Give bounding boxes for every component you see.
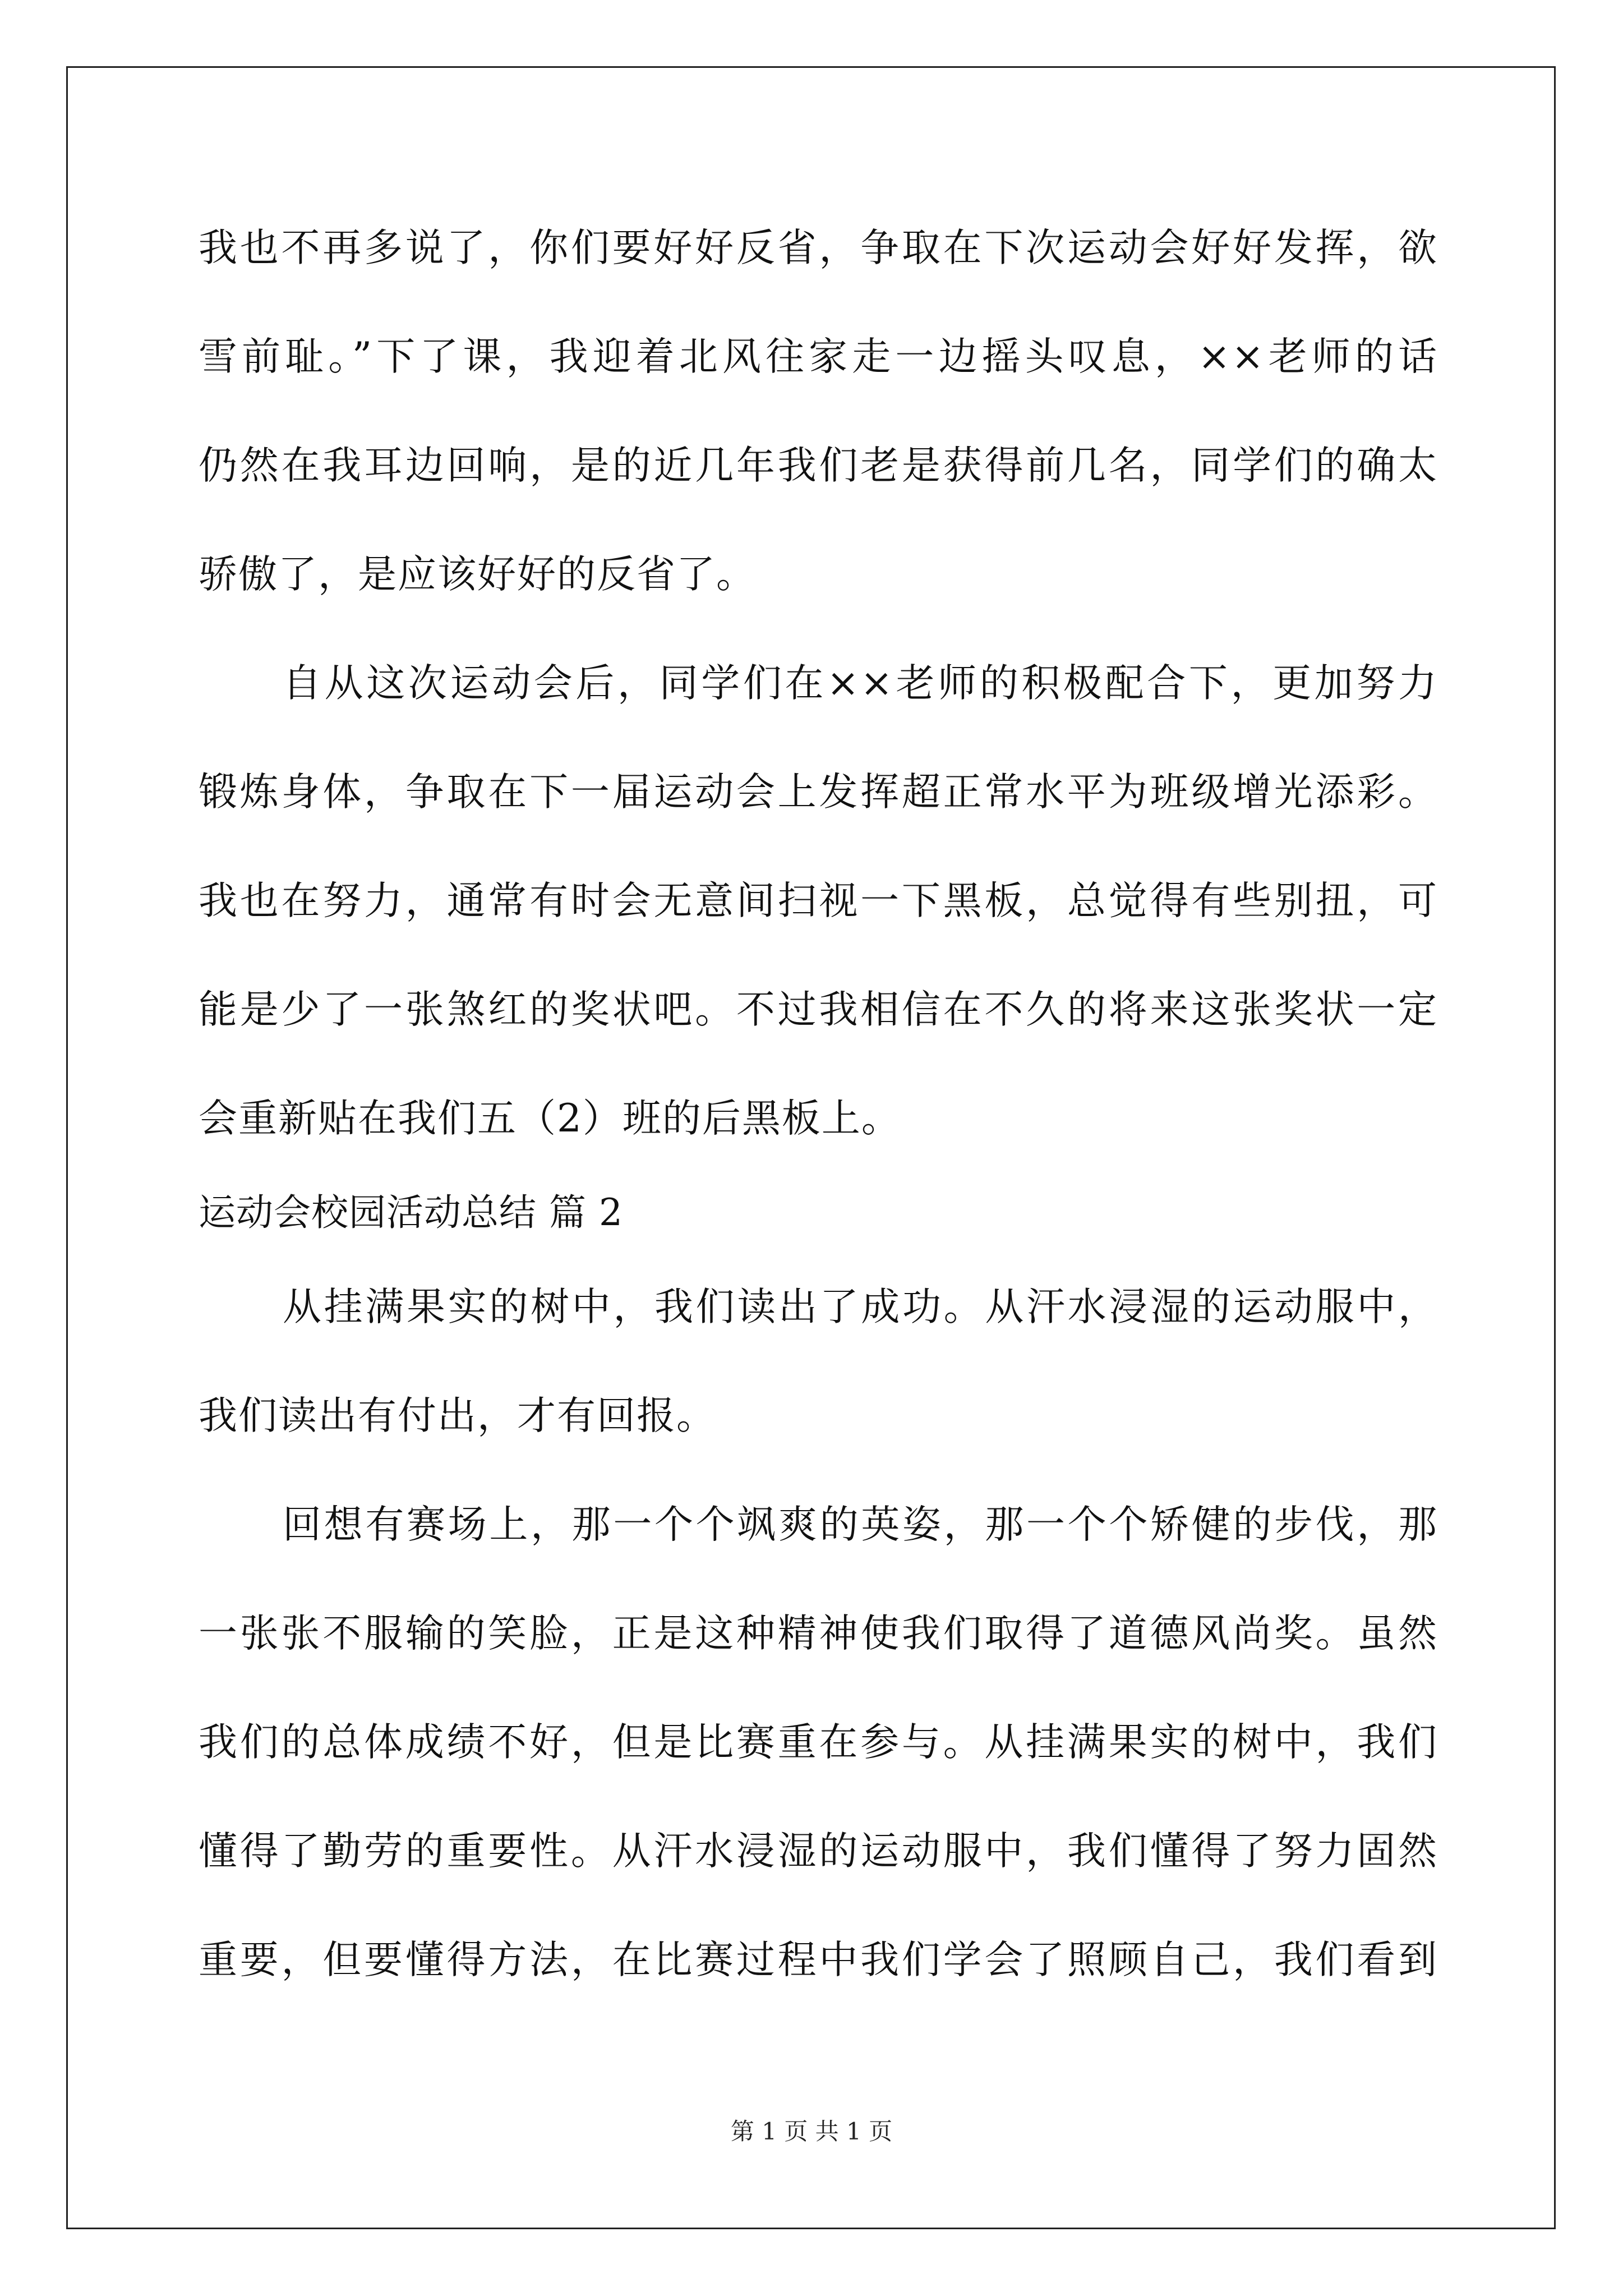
body-line-12: 我们读出有付出，才有回报。: [199, 1393, 716, 1438]
body-line-1: 我也不再多说了，你们要好好反省，争取在下次运动会好好发挥，欲: [199, 226, 1438, 270]
body-line-16: 懂得了勤劳的重要性。从汗水浸湿的运动服中，我们懂得了努力固然: [199, 1829, 1438, 1874]
body-line-13: 回想有赛场上，那一个个飒爽的英姿，那一个个矫健的步伐，那: [283, 1502, 1438, 1547]
section-heading: 运动会校园活动总结 篇 2: [199, 1191, 623, 1234]
body-line-17: 重要，但要懂得方法，在比赛过程中我们学会了照顾自己，我们看到: [199, 1938, 1438, 1982]
body-line-6: 锻炼身体，争取在下一届运动会上发挥超正常水平为班级增光添彩。: [199, 770, 1438, 815]
body-line-7: 我也在努力，通常有时会无意间扫视一下黑板，总觉得有些别扭，可: [199, 878, 1438, 923]
body-line-9: 会重新贴在我们五（2）班的后黑板上。: [199, 1096, 901, 1141]
page-number-footer: 第 1 页 共 1 页: [730, 2118, 893, 2145]
body-line-2: 雪前耻。”下了课，我迎着北风往家走一边摇头叹息，××老师的话: [199, 334, 1438, 379]
body-line-11: 从挂满果实的树中，我们读出了成功。从汗水浸湿的运动服中，: [283, 1285, 1438, 1329]
body-line-15: 我们的总体成绩不好，但是比赛重在参与。从挂满果实的树中，我们: [199, 1720, 1438, 1765]
body-line-14: 一张张不服输的笑脸，正是这种精神使我们取得了道德风尚奖。虽然: [199, 1611, 1438, 1656]
body-line-4: 骄傲了，是应该好好的反省了。: [199, 552, 756, 597]
body-line-3: 仍然在我耳边回响，是的近几年我们老是获得前几名，同学们的确太: [199, 443, 1438, 488]
body-line-8: 能是少了一张煞红的奖状吧。不过我相信在不久的将来这张奖状一定: [199, 987, 1438, 1032]
page-border: [66, 66, 1556, 2229]
body-line-5: 自从这次运动会后，同学们在××老师的积极配合下，更加努力: [283, 661, 1438, 706]
